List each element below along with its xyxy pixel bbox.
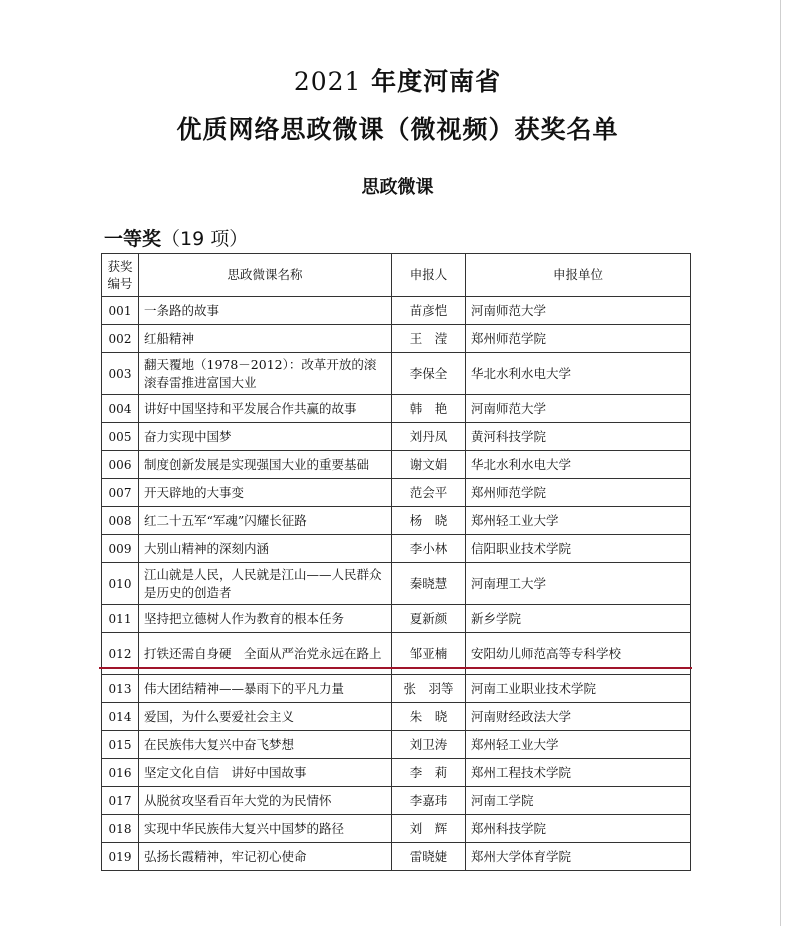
award-number-cell: 017	[102, 787, 139, 815]
table-row	[102, 535, 691, 563]
applicant-cell: 李保全	[392, 353, 466, 395]
table-row	[102, 815, 691, 843]
table-row	[102, 563, 691, 605]
award-number-cell: 004	[102, 395, 139, 423]
unit-cell: 郑州大学体育学院	[466, 843, 691, 871]
course-name-cell: 在民族伟大复兴中奋飞梦想	[139, 731, 392, 759]
section-prize: 一等奖	[104, 228, 162, 250]
header-course-name: 思政微课名称	[139, 254, 392, 297]
applicant-cell: 夏新颜	[392, 605, 466, 633]
applicant-cell: 雷晓婕	[392, 843, 466, 871]
unit-cell: 河南财经政法大学	[466, 703, 691, 731]
course-name-cell: 制度创新发展是实现强国大业的重要基础	[139, 451, 392, 479]
applicant-cell: 杨 晓	[392, 507, 466, 535]
applicant-cell: 苗彦恺	[392, 297, 466, 325]
award-number-cell: 006	[102, 451, 139, 479]
unit-cell: 华北水利水电大学	[466, 451, 691, 479]
unit-cell: 黄河科技学院	[466, 423, 691, 451]
course-name-cell: 开天辟地的大事变	[139, 479, 392, 507]
course-name-cell: 伟大团结精神——暴雨下的平凡力量	[139, 675, 392, 703]
applicant-cell: 李 莉	[392, 759, 466, 787]
applicant-cell: 张 羽等	[392, 675, 466, 703]
unit-cell: 华北水利水电大学	[466, 353, 691, 395]
table-row	[102, 787, 691, 815]
table-body	[102, 297, 691, 871]
unit-cell: 河南师范大学	[466, 297, 691, 325]
course-name-cell: 红船精神	[139, 325, 392, 353]
table-row	[102, 423, 691, 451]
course-name-cell: 坚定文化自信 讲好中国故事	[139, 759, 392, 787]
applicant-cell: 刘 辉	[392, 815, 466, 843]
course-name-cell: 从脱贫攻坚看百年大党的为民情怀	[139, 787, 392, 815]
applicant-cell: 谢文娟	[392, 451, 466, 479]
course-name-cell: 大别山精神的深刻内涵	[139, 535, 392, 563]
table-header-row	[102, 254, 691, 297]
applicant-cell: 李嘉玮	[392, 787, 466, 815]
red-underline-mark	[99, 667, 692, 669]
applicant-cell: 刘卫涛	[392, 731, 466, 759]
table-row	[102, 507, 691, 535]
course-name-cell: 实现中华民族伟大复兴中国梦的路径	[139, 815, 392, 843]
header-applicant: 申报人	[392, 254, 466, 297]
document-subtitle: 思政微课	[361, 177, 434, 198]
section-count: （19 项）	[161, 228, 249, 250]
table-row	[102, 843, 691, 871]
table-row	[102, 353, 691, 395]
award-number-cell: 016	[102, 759, 139, 787]
course-name-cell: 红二十五军“军魂”闪耀长征路	[139, 507, 392, 535]
table-row	[102, 325, 691, 353]
table-row	[102, 395, 691, 423]
award-number-cell: 013	[102, 675, 139, 703]
course-name-cell: 讲好中国坚持和平发展合作共赢的故事	[139, 395, 392, 423]
course-name-cell: 江山就是人民，人民就是江山——人民群众是历史的创造者	[139, 563, 392, 605]
applicant-cell: 李小林	[392, 535, 466, 563]
unit-cell: 郑州师范学院	[466, 479, 691, 507]
unit-cell: 郑州工程技术学院	[466, 759, 691, 787]
award-number-cell: 001	[102, 297, 139, 325]
course-name-cell: 弘扬长霞精神，牢记初心使命	[139, 843, 392, 871]
table-row	[102, 759, 691, 787]
document-title-line1	[0, 62, 795, 98]
award-number-cell: 015	[102, 731, 139, 759]
award-number-cell: 005	[102, 423, 139, 451]
header-unit: 申报单位	[466, 254, 691, 297]
applicant-cell: 刘丹凤	[392, 423, 466, 451]
award-number-cell: 007	[102, 479, 139, 507]
course-name-cell: 一条路的故事	[139, 297, 392, 325]
unit-cell: 新乡学院	[466, 605, 691, 633]
section-heading	[104, 224, 248, 251]
course-name-cell: 翻天覆地（1978－2012）：改革开放的滚滚春雷推进富国大业	[139, 353, 392, 395]
table-row	[102, 451, 691, 479]
applicant-cell: 朱 晓	[392, 703, 466, 731]
applicant-cell: 韩 艳	[392, 395, 466, 423]
unit-cell: 安阳幼儿师范高等专科学校	[466, 633, 691, 675]
course-name-cell: 坚持把立德树人作为教育的根本任务	[139, 605, 392, 633]
award-number-cell: 012	[102, 633, 139, 675]
title-line1-rest: 年度河南省	[361, 67, 502, 96]
course-name-cell: 打铁还需自身硬 全面从严治党永远在路上	[139, 633, 392, 675]
award-number-cell: 019	[102, 843, 139, 871]
award-number-cell: 009	[102, 535, 139, 563]
award-number-cell: 003	[102, 353, 139, 395]
applicant-cell: 范会平	[392, 479, 466, 507]
header-award-number	[102, 254, 139, 297]
unit-cell: 郑州轻工业大学	[466, 731, 691, 759]
header-num-line1: 获奖	[107, 259, 133, 274]
unit-cell: 河南理工大学	[466, 563, 691, 605]
unit-cell: 郑州轻工业大学	[466, 507, 691, 535]
award-number-cell: 011	[102, 605, 139, 633]
table-row	[102, 731, 691, 759]
award-number-cell: 010	[102, 563, 139, 605]
award-number-cell: 008	[102, 507, 139, 535]
unit-cell: 郑州师范学院	[466, 325, 691, 353]
unit-cell: 郑州科技学院	[466, 815, 691, 843]
course-name-cell: 爱国，为什么要爱社会主义	[139, 703, 392, 731]
table-row	[102, 605, 691, 633]
table-row	[102, 297, 691, 325]
applicant-cell: 秦晓慧	[392, 563, 466, 605]
table-row	[102, 675, 691, 703]
unit-cell: 河南师范大学	[466, 395, 691, 423]
header-num-line2: 编号	[107, 276, 133, 291]
unit-cell: 河南工业职业技术学院	[466, 675, 691, 703]
table-row	[102, 703, 691, 731]
unit-cell: 信阳职业技术学院	[466, 535, 691, 563]
award-number-cell: 018	[102, 815, 139, 843]
table-row	[102, 479, 691, 507]
unit-cell: 河南工学院	[466, 787, 691, 815]
title-year: 2021	[293, 67, 362, 96]
award-number-cell: 014	[102, 703, 139, 731]
document-title-line2: 优质网络思政微课（微视频）获奖名单	[176, 115, 619, 144]
awards-table	[101, 253, 691, 871]
applicant-cell: 王 滢	[392, 325, 466, 353]
course-name-cell: 奋力实现中国梦	[139, 423, 392, 451]
award-number-cell: 002	[102, 325, 139, 353]
applicant-cell: 邹亚楠	[392, 633, 466, 675]
